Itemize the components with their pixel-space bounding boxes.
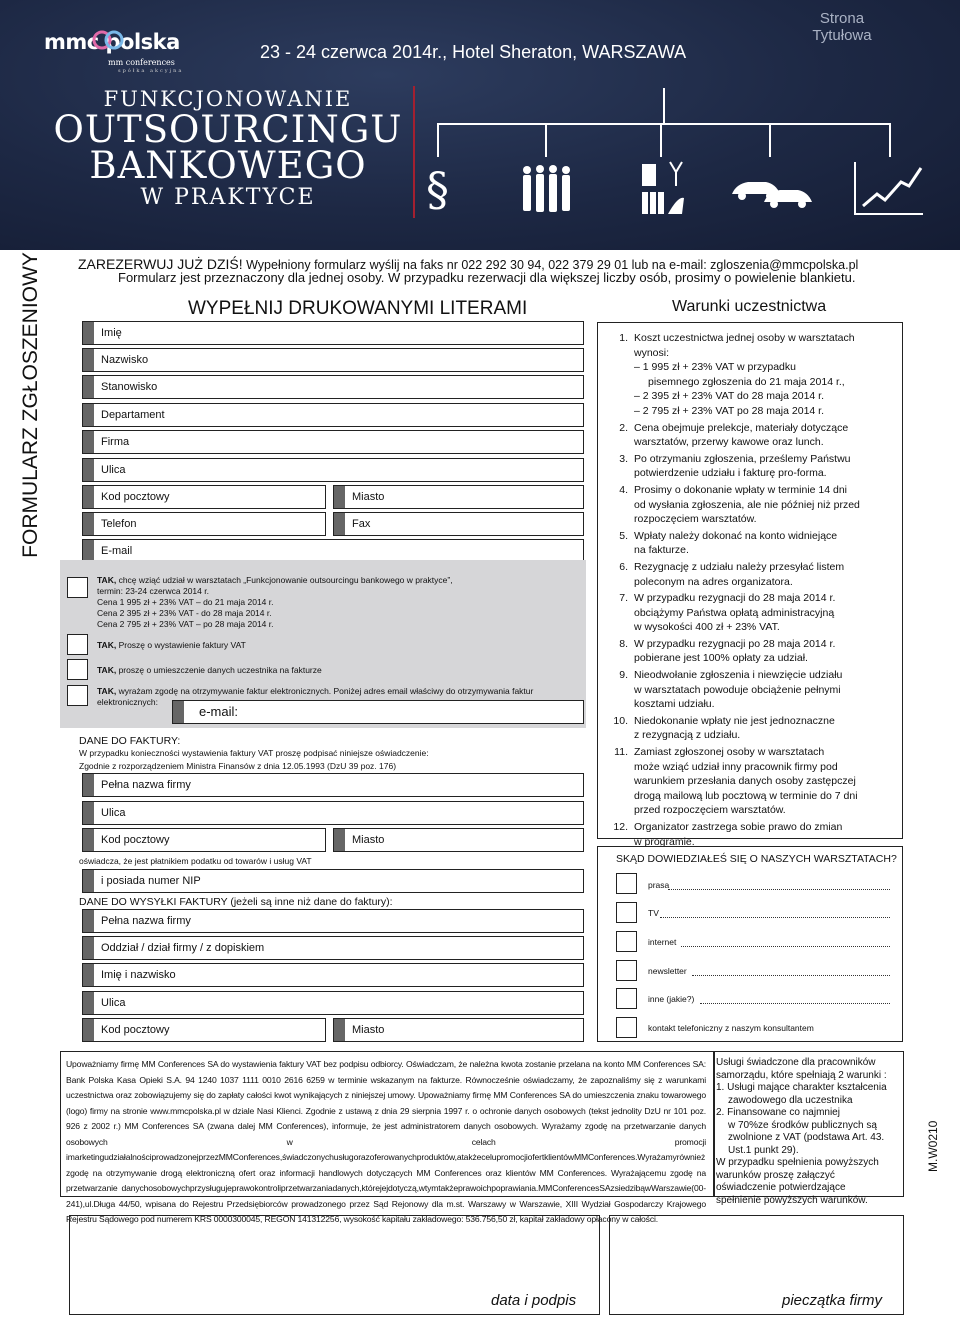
option-yes: TAK, (97, 665, 117, 675)
shipping-person-field[interactable] (82, 963, 584, 987)
condition-line: kosztami udziału. (634, 698, 715, 711)
condition-line: w wysokości 400 zł + 23% VAT. (634, 621, 780, 634)
invoice-heading: DANE DO FAKTURY: (79, 735, 181, 747)
participate-checkbox[interactable] (67, 577, 88, 598)
tree-connector (437, 123, 891, 125)
shipping-heading: DANE DO WYSYŁKI FAKTURY (jeżeli są inne niż dane do faktury): (79, 896, 393, 908)
condition-item (606, 714, 896, 743)
benefit-line: Usługi świadczone dla pracowników (716, 1057, 876, 1068)
vat-declaration: oświadcza, że jest płatnikiem podatku od towarów i usług VAT (79, 856, 312, 866)
survey-option-other: inne (jakie?) (648, 994, 695, 1004)
field-label: Kod pocztowy (101, 1024, 170, 1036)
phone-field[interactable] (82, 512, 326, 536)
condition-line: warsztatów, przerwy kawowe oraz lunch. (634, 436, 824, 449)
survey-question: SKĄD DOWIEDZIAŁEŚ SIĘ O NASZYCH WARSZTATACH? (616, 853, 897, 865)
condition-line: Cena obejmuje prelekcje, materiały dotyczące (634, 421, 849, 434)
field-label: Kod pocztowy (101, 491, 170, 503)
field-label: Imię i nazwisko (101, 969, 176, 981)
condition-line: W przypadku rezygnacji po 28 maja 2014 r. (634, 637, 836, 650)
invoice-company-field[interactable] (82, 773, 584, 797)
condition-number: 8. (619, 637, 628, 650)
benefit-line: samorządu, które spełniają 2 warunki : (716, 1069, 887, 1081)
tree-branch (437, 123, 439, 157)
condition-number: 10. (613, 714, 628, 727)
option-date: termin: 23-24 czerwca 2014 r. (97, 586, 209, 596)
intro-line-2: Formularz jest przeznaczony dla jednej osoby. W przypadku rezerwacji dla większej liczby osób, prosimy o powielenie blankietu. (118, 270, 856, 285)
title-line-3: BANKOWEGO (89, 144, 367, 187)
benefit-line: warunków proszę załączyć (716, 1169, 835, 1181)
condition-line: drogą mailową lub pocztową w terminie do 7 dni (634, 789, 858, 802)
option-text: proszę o umieszczenie danych uczestnika na fakturze (116, 665, 322, 675)
condition-number: 4. (619, 483, 628, 496)
field-label: Miasto (352, 834, 385, 846)
shipping-city-field[interactable] (333, 1018, 584, 1042)
page-tag-line-2: Tytułowa (812, 27, 872, 44)
company-stamp-label: pieczątka firmy (782, 1292, 883, 1309)
option-yes: TAK, (97, 575, 117, 585)
condition-number: 2. (619, 421, 628, 434)
first-name-field[interactable] (82, 321, 584, 345)
survey-other-checkbox[interactable] (616, 988, 637, 1009)
shipping-postcode-field[interactable] (82, 1018, 326, 1042)
benefit-line: zawodowego dla uczestnika (728, 1094, 853, 1106)
invoice-street-field[interactable] (82, 801, 584, 825)
field-label: Firma (101, 436, 130, 448)
field-label: Ulica (101, 997, 126, 1009)
benefit-line: W przypadku spełnienia powyższych (716, 1157, 879, 1168)
participant-on-invoice-text (97, 665, 322, 676)
tree-trunk (663, 88, 665, 123)
legal-text: Upoważniamy firmę MM Conferences SA do wystawienia faktury VAT bez podpisu odbiorcy. Oświadczam, że należna kwota zostanie przelana na konto MM Conferences SA: Bank Polska Kasa Opieki S.A. 94 1240 1037 1111 0010 2616 6259 w terminie wskazanym na fakturze. Równocześnie oświadczamy, że zapoznaliśmy się z warunkami uczestnictwa oraz zobowiązujemy się do zapłaty całości kwot wynikających z niniejszej umowy. Upoważniamy firmę MM Conferences SA do umieszczenia znaku towarowego (logo) firmy na stronie www.mmcpolska.pl w dziale Nasi Klienci. Zgodnie z ustawą z dnia 29 sierpnia 1997 r. o ochronie danych osobowych (tekst jednolity DzU nr 101 poz. 926 z 2002 r.) MM Conferences SA (zwana dalej MM Conferences), informuje, że jest administratorem danych osobowych. Wyrażamy zgodę na przetwarzanie danych osobowych w celach promocji imarketingudziałalnościprowadzonejprzezMMConferences,świadczonychusługorazoferowanychproduktów,atakżecelupromocjiofertklientówMMConferences.Wyrażamyrównież zgodę na otrzymywanie drogą elektroniczną ofert oraz informacji handlowych dotyczących MM Conferences oraz klientów MM Conferences. Wyrażającemu zgodę na przetwarzanie danychosobowychprzysługujeprawokontroliprzetwarzaniadanych,którejejdotyczą,wtymtakżeprawoichpoprawiania.MMConferencesSAzsiedzibąwWarszawie(00-241),ul.Długa 44/50, wpisana do Rejestru Przedsiębiorców prowadzonego przez Sąd Rejonowy dla m.st. Warszawy w Warszawie, XIII Wydział Gospodarczy Krajowego Rejestru Sądowego pod numerem KRS 0000300045, REGON 141312256, wysokość kapitału zakładowego: 536.756,50 zł, kapitał zakładowy opłacony w całości. (66, 1059, 706, 1224)
intro-contact: Wypełniony formularz wyślij na faks nr 022 292 30 94, 022 379 29 01 lub na e-mail: zgloszenia@mmcpolska.pl (242, 258, 859, 272)
condition-line: na fakturze. (634, 544, 689, 557)
logo-text: mmc polska (44, 30, 180, 54)
position-field[interactable] (82, 375, 584, 399)
field-label: Pełna nazwa firmy (101, 779, 191, 791)
condition-line: od wysłania zgłoszenia, ale nie później niż przed (634, 498, 860, 511)
survey-fill-line[interactable] (700, 1003, 890, 1004)
condition-item (606, 529, 896, 558)
conditions-heading: Warunki uczestnictwa (672, 298, 827, 315)
field-label: Nazwisko (101, 354, 149, 366)
logo-subtitle-2: spółka akcyjna (118, 68, 184, 74)
field-label: Oddział / dział firmy / z dopiskiem (101, 942, 265, 954)
survey-tv-checkbox[interactable] (616, 902, 637, 923)
survey-fill-line[interactable] (692, 975, 890, 976)
accent-divider (413, 86, 415, 218)
survey-option-press: prasa (648, 880, 670, 890)
benefit-line: oświadczenie potwierdzające (716, 1182, 846, 1193)
survey-option-internet: internet (648, 937, 677, 947)
condition-number: 7. (619, 592, 628, 605)
form-type-label: FORMULARZ ZGŁOSZENIOWY (19, 252, 42, 558)
condition-item (606, 637, 896, 666)
condition-line: w programie. (634, 835, 695, 848)
field-label: Ulica (101, 807, 126, 819)
survey-internet-checkbox[interactable] (616, 931, 637, 952)
nip-field[interactable] (82, 869, 584, 893)
benefit-line: 2. Finansowane co najmniej (716, 1107, 840, 1118)
field-label: e-mail: (199, 704, 239, 719)
condition-number: 11. (614, 746, 628, 759)
field-label: Miasto (352, 1024, 385, 1036)
condition-number: 9. (619, 669, 628, 682)
date-signature-label: data i podpis (491, 1292, 577, 1309)
people-icon (518, 164, 576, 214)
benefit-line: w 70%ze środków publicznych są (728, 1119, 877, 1131)
condition-line: Wpłaty należy dokonać na konto widniejące (634, 529, 838, 542)
einvoice-email-field[interactable] (172, 700, 584, 724)
office-supplies-icon (640, 160, 686, 216)
street-field[interactable] (82, 458, 584, 482)
condition-line: – 1 995 zł + 23% VAT w przypadku (634, 361, 796, 374)
title-line-4: W PRAKTYCE (140, 185, 316, 210)
event-date: 23 - 24 czerwca 2014r., Hotel Sheraton, WARSZAWA (260, 42, 687, 62)
invoice-note-2: Zgodnie z rozporządzeniem Ministra Finansów z dnia 12.05.1993 (DzU 39 poz. 176) (79, 761, 397, 771)
growth-chart-icon (851, 160, 927, 218)
tree-branch (660, 123, 662, 157)
condition-line: – 2 395 zł + 23% VAT do 28 maja 2014 r. (634, 390, 824, 403)
field-label: Departament (101, 409, 165, 421)
condition-line: Prosimy o dokonanie wpłaty w terminie 14 dni (634, 483, 848, 496)
condition-number: 12. (613, 821, 628, 833)
survey-phone-checkbox[interactable] (616, 1017, 637, 1038)
condition-item (606, 483, 896, 527)
invoice-note-1: W przypadku konieczności wystawienia faktury VAT proszę podpisać niniejsze oświadczenie: (79, 748, 429, 758)
condition-line: Organizator zastrzega sobie prawo do zmian (634, 821, 843, 833)
tree-branch (769, 123, 771, 157)
condition-item (606, 421, 896, 450)
condition-line: Koszt uczestnictwa jednej osoby w warsztatach (634, 332, 855, 344)
header-banner (0, 0, 960, 250)
shipping-street-field[interactable] (82, 991, 584, 1015)
condition-item (606, 560, 896, 589)
company-field[interactable] (82, 430, 584, 454)
condition-line: z rezygnacją z udziału. (634, 729, 741, 742)
condition-line: warunkiem przesłania danych osoby zastępczej (634, 775, 856, 788)
condition-number: 5. (619, 529, 628, 542)
option-text-2: elektronicznych: (97, 697, 158, 707)
survey-fill-line[interactable] (660, 917, 890, 918)
condition-number: 1. (619, 332, 628, 344)
condition-item (606, 668, 896, 712)
page-tag (806, 10, 878, 44)
invoice-city-field[interactable] (333, 828, 584, 852)
field-label: Fax (352, 518, 371, 530)
condition-number: 6. (619, 560, 628, 573)
survey-option-newsletter: newsletter (648, 966, 687, 976)
condition-line: – 2 795 zł + 23% VAT po 28 maja 2014 r. (634, 404, 824, 417)
field-label: Ulica (101, 464, 126, 476)
last-name-field[interactable] (82, 348, 584, 372)
condition-line: w warsztatach powoduje obciążenie pełnymi (634, 683, 841, 696)
tree-branch (545, 123, 547, 157)
condition-line: Nieodwołanie zgłoszenia i niewzięcie udziału (634, 669, 843, 682)
condition-line: Rezygnację z udziału należy przesyłać listem (634, 560, 845, 573)
condition-item (606, 745, 896, 818)
invoice-checkbox[interactable] (67, 634, 88, 655)
price-1: Cena 1 995 zł + 23% VAT – do 21 maja 2014 r. (97, 597, 274, 607)
condition-item (606, 591, 896, 635)
benefit-line: spełnienie powyższych warunków. (716, 1194, 868, 1206)
logo-rings-icon (92, 28, 126, 52)
page-tag-line-1: Strona (819, 10, 865, 27)
paragraph-icon: § (426, 162, 449, 216)
condition-line: wynosi: (634, 346, 670, 359)
department-field[interactable] (82, 403, 584, 427)
field-label: i posiada numer NIP (101, 875, 201, 887)
option-yes: TAK, (97, 686, 117, 696)
participant-on-invoice-checkbox[interactable] (67, 659, 88, 680)
condition-line: W przypadku rezygnacji do 28 maja 2014 r. (634, 592, 836, 605)
logo-subtitle: mm conferences (108, 58, 175, 67)
condition-line: potwierdzenie udziału i fakturę pro-forma. (634, 467, 827, 480)
shipping-branch-field[interactable] (82, 936, 584, 960)
participate-text (97, 575, 577, 630)
field-label: Kod pocztowy (101, 834, 170, 846)
survey-option-tv: TV (648, 908, 659, 918)
survey-newsletter-checkbox[interactable] (616, 960, 637, 981)
benefit-line: Ust.1 punkt 29). (728, 1144, 799, 1156)
condition-number: 3. (619, 452, 628, 465)
condition-item (606, 820, 896, 849)
field-label: Imię (101, 327, 122, 339)
benefit-line: zwolnione z VAT (podstawa Art. 43. (728, 1132, 885, 1143)
condition-line: Niedokonanie wpłaty nie jest jednoznaczne (634, 714, 835, 727)
condition-line: może wziąć udział inny pracownik firmy pod (634, 760, 838, 773)
field-label: E-mail (101, 545, 133, 557)
field-label: Miasto (352, 491, 385, 503)
city-field[interactable] (333, 485, 584, 509)
title-line-1: FUNKCJONOWANIE (103, 87, 353, 111)
option-yes: TAK, (97, 640, 117, 650)
einvoice-checkbox[interactable] (67, 685, 88, 706)
benefits-text (716, 1057, 902, 1207)
form-heading: WYPEŁNIJ DRUKOWANYMI LITERAMI (188, 298, 528, 319)
field-label: Pełna nazwa firmy (101, 915, 191, 927)
condition-line: Zamiast zgłoszonej osoby w warsztatach (634, 746, 825, 759)
option-text: Proszę o wystawienie faktury VAT (116, 640, 246, 650)
survey-press-checkbox[interactable] (616, 873, 637, 894)
field-label: Stanowisko (101, 381, 158, 393)
condition-line: przed rozpoczęciem warsztatów. (634, 804, 786, 817)
invoice-text (97, 640, 246, 651)
price-3: Cena 2 795 zł + 23% VAT – po 28 maja 2014 r. (97, 619, 274, 629)
condition-line: obciążymy Państwa opłatą administracyjną (634, 606, 835, 619)
form-code: M.W0210 (926, 1120, 940, 1172)
condition-item (606, 452, 896, 481)
survey-box (597, 846, 903, 1042)
cars-icon (730, 172, 814, 208)
tree-branch (889, 123, 891, 157)
shipping-company-field[interactable] (82, 909, 584, 933)
condition-line: poleconym na adres organizatora. (634, 575, 793, 588)
invoice-postcode-field[interactable] (82, 828, 326, 852)
condition-line: pisemnego zgłoszenia do 21 maja 2014 r., (648, 375, 845, 388)
title-line-2: OUTSOURCINGU (53, 108, 403, 151)
survey-fill-line[interactable] (681, 946, 890, 947)
price-2: Cena 2 395 zł + 23% VAT - do 28 maja 2014 r. (97, 608, 272, 618)
conditions-list (606, 331, 896, 851)
intro-callout: ZAREZERWUJ JUŻ DZIŚ! (78, 256, 243, 272)
condition-line: Po otrzymaniu zgłoszenia, prześlemy Państwu (634, 452, 851, 465)
option-text: chcę wziąć udział w warsztatach „Funkcjonowanie outsourcingu bankowego w praktyce”, (116, 575, 453, 585)
condition-line: rozpoczęciem warsztatów. (634, 513, 757, 526)
postcode-field[interactable] (82, 485, 326, 509)
fax-field[interactable] (333, 512, 584, 536)
survey-option-phone: kontakt telefoniczny z naszym konsultantem (648, 1023, 814, 1033)
option-text: wyrażam zgodę na otrzymywanie faktur elektronicznych. Poniżej adres email właściwy do otrzymywania faktur (116, 686, 534, 696)
survey-fill-line[interactable] (668, 889, 890, 890)
benefit-line: 1. Usługi mające charakter kształcenia (716, 1082, 887, 1093)
condition-line: pobierane jest 100% opłaty za udział. (634, 652, 808, 665)
event-title (48, 86, 408, 212)
field-label: Telefon (101, 518, 137, 530)
condition-item (606, 331, 896, 419)
